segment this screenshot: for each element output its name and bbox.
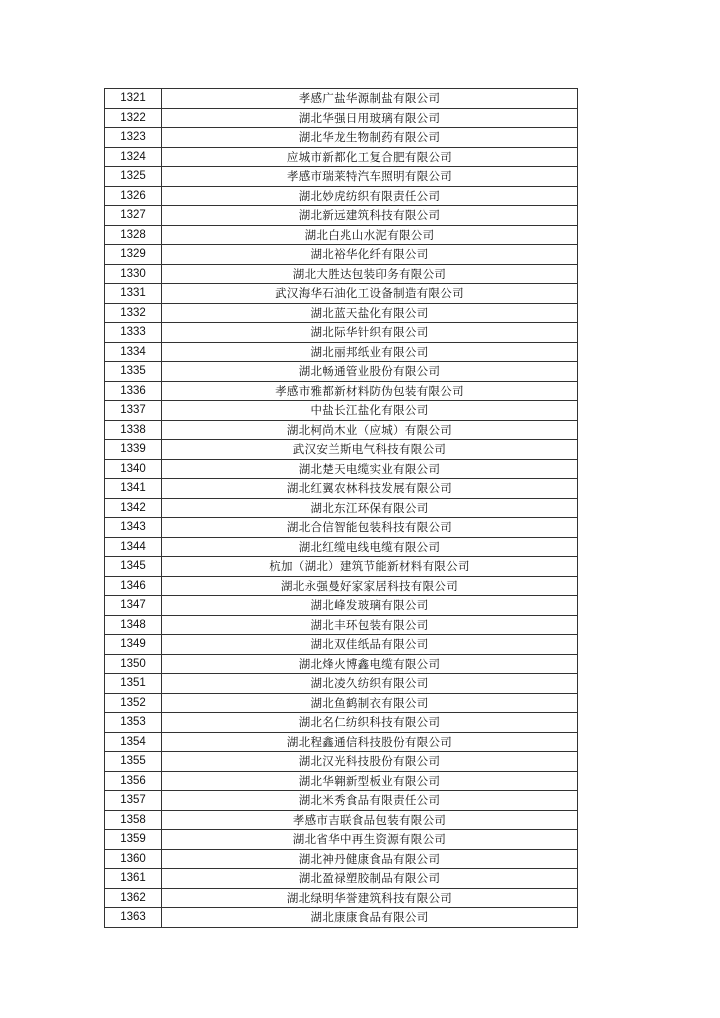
row-number-cell: 1340 — [105, 459, 162, 479]
company-name-cell: 湖北妙虎纺织有限责任公司 — [162, 186, 578, 206]
row-number-cell: 1347 — [105, 596, 162, 616]
company-name-cell: 湖北双佳纸品有限公司 — [162, 635, 578, 655]
table-row — [105, 459, 578, 479]
row-number-cell: 1325 — [105, 167, 162, 187]
table-row — [105, 791, 578, 811]
table-row — [105, 635, 578, 655]
row-number-cell: 1322 — [105, 108, 162, 128]
company-name-cell: 杭加（湖北）建筑节能新材料有限公司 — [162, 557, 578, 577]
table-row — [105, 128, 578, 148]
row-number-cell: 1352 — [105, 693, 162, 713]
company-name-cell: 孝感市吉联食品包装有限公司 — [162, 810, 578, 830]
row-number-cell: 1353 — [105, 713, 162, 733]
company-name-cell: 湖北丰环包装有限公司 — [162, 615, 578, 635]
company-name-cell: 湖北红翼农林科技发展有限公司 — [162, 479, 578, 499]
table-row — [105, 420, 578, 440]
table-row — [105, 752, 578, 772]
table-row — [105, 225, 578, 245]
company-name-cell: 湖北凌久纺织有限公司 — [162, 674, 578, 694]
company-name-cell: 湖北华翱新型板业有限公司 — [162, 771, 578, 791]
row-number-cell: 1351 — [105, 674, 162, 694]
company-name-cell: 湖北白兆山水泥有限公司 — [162, 225, 578, 245]
row-number-cell: 1337 — [105, 401, 162, 421]
table-row — [105, 869, 578, 889]
company-name-cell: 湖北合信智能包装科技有限公司 — [162, 518, 578, 538]
table-row — [105, 615, 578, 635]
row-number-cell: 1330 — [105, 264, 162, 284]
row-number-cell: 1359 — [105, 830, 162, 850]
table-row — [105, 303, 578, 323]
company-name-cell: 孝感广盐华源制盐有限公司 — [162, 89, 578, 109]
row-number-cell: 1328 — [105, 225, 162, 245]
table-row — [105, 147, 578, 167]
table-row — [105, 674, 578, 694]
company-name-cell: 湖北华强日用玻璃有限公司 — [162, 108, 578, 128]
row-number-cell: 1354 — [105, 732, 162, 752]
company-name-cell: 湖北康康食品有限公司 — [162, 908, 578, 928]
table-row — [105, 284, 578, 304]
company-name-cell: 湖北汉光科技股份有限公司 — [162, 752, 578, 772]
row-number-cell: 1344 — [105, 537, 162, 557]
row-number-cell: 1362 — [105, 888, 162, 908]
table-row — [105, 693, 578, 713]
company-name-cell: 湖北华龙生物制药有限公司 — [162, 128, 578, 148]
table-row — [105, 167, 578, 187]
company-name-cell: 湖北柯尚木业（应城）有限公司 — [162, 420, 578, 440]
table-row — [105, 108, 578, 128]
company-name-cell: 湖北畅通管业股份有限公司 — [162, 362, 578, 382]
row-number-cell: 1360 — [105, 849, 162, 869]
row-number-cell: 1350 — [105, 654, 162, 674]
company-name-cell: 湖北神丹健康食品有限公司 — [162, 849, 578, 869]
table-row — [105, 908, 578, 928]
table-row — [105, 323, 578, 343]
table-row — [105, 810, 578, 830]
table-row — [105, 830, 578, 850]
table-row — [105, 654, 578, 674]
row-number-cell: 1358 — [105, 810, 162, 830]
row-number-cell: 1342 — [105, 498, 162, 518]
row-number-cell: 1339 — [105, 440, 162, 460]
company-name-cell: 湖北程鑫通信科技股份有限公司 — [162, 732, 578, 752]
row-number-cell: 1324 — [105, 147, 162, 167]
company-name-cell: 湖北红缆电线电缆有限公司 — [162, 537, 578, 557]
company-name-cell: 湖北鱼鹤制衣有限公司 — [162, 693, 578, 713]
table-row — [105, 479, 578, 499]
company-name-cell: 湖北际华针织有限公司 — [162, 323, 578, 343]
company-name-cell: 湖北米秀食品有限责任公司 — [162, 791, 578, 811]
table-row — [105, 245, 578, 265]
table-row — [105, 732, 578, 752]
table-row — [105, 440, 578, 460]
row-number-cell: 1335 — [105, 362, 162, 382]
table-row — [105, 849, 578, 869]
company-name-cell: 湖北裕华化纤有限公司 — [162, 245, 578, 265]
table-row — [105, 498, 578, 518]
company-name-cell: 湖北永强曼好家家居科技有限公司 — [162, 576, 578, 596]
company-list-table — [104, 88, 578, 928]
row-number-cell: 1334 — [105, 342, 162, 362]
company-name-cell: 孝感市雅都新材料防伪包装有限公司 — [162, 381, 578, 401]
company-list-body — [105, 89, 578, 928]
row-number-cell: 1321 — [105, 89, 162, 109]
company-name-cell: 武汉安兰斯电气科技有限公司 — [162, 440, 578, 460]
table-row — [105, 771, 578, 791]
company-name-cell: 湖北名仁纺织科技有限公司 — [162, 713, 578, 733]
row-number-cell: 1327 — [105, 206, 162, 226]
table-row — [105, 362, 578, 382]
company-name-cell: 湖北东江环保有限公司 — [162, 498, 578, 518]
row-number-cell: 1338 — [105, 420, 162, 440]
company-name-cell: 湖北盈禄塑胶制品有限公司 — [162, 869, 578, 889]
row-number-cell: 1326 — [105, 186, 162, 206]
row-number-cell: 1348 — [105, 615, 162, 635]
row-number-cell: 1349 — [105, 635, 162, 655]
company-name-cell: 湖北峰发玻璃有限公司 — [162, 596, 578, 616]
row-number-cell: 1341 — [105, 479, 162, 499]
row-number-cell: 1331 — [105, 284, 162, 304]
table-row — [105, 89, 578, 109]
row-number-cell: 1336 — [105, 381, 162, 401]
table-row — [105, 342, 578, 362]
table-row — [105, 537, 578, 557]
row-number-cell: 1332 — [105, 303, 162, 323]
table-row — [105, 888, 578, 908]
company-name-cell: 湖北省华中再生资源有限公司 — [162, 830, 578, 850]
row-number-cell: 1355 — [105, 752, 162, 772]
company-name-cell: 应城市新都化工复合肥有限公司 — [162, 147, 578, 167]
row-number-cell: 1329 — [105, 245, 162, 265]
company-name-cell: 湖北丽邦纸业有限公司 — [162, 342, 578, 362]
table-row — [105, 518, 578, 538]
row-number-cell: 1345 — [105, 557, 162, 577]
company-name-cell: 中盐长江盐化有限公司 — [162, 401, 578, 421]
row-number-cell: 1361 — [105, 869, 162, 889]
table-row — [105, 713, 578, 733]
row-number-cell: 1323 — [105, 128, 162, 148]
table-row — [105, 381, 578, 401]
company-name-cell: 湖北绿明华誉建筑科技有限公司 — [162, 888, 578, 908]
row-number-cell: 1346 — [105, 576, 162, 596]
company-name-cell: 孝感市瑞莱特汽车照明有限公司 — [162, 167, 578, 187]
table-row — [105, 557, 578, 577]
row-number-cell: 1363 — [105, 908, 162, 928]
company-name-cell: 湖北大胜达包装印务有限公司 — [162, 264, 578, 284]
company-name-cell: 湖北新远建筑科技有限公司 — [162, 206, 578, 226]
company-name-cell: 湖北楚天电缆实业有限公司 — [162, 459, 578, 479]
company-name-cell: 湖北烽火博鑫电缆有限公司 — [162, 654, 578, 674]
row-number-cell: 1356 — [105, 771, 162, 791]
row-number-cell: 1343 — [105, 518, 162, 538]
table-row — [105, 206, 578, 226]
row-number-cell: 1333 — [105, 323, 162, 343]
table-row — [105, 401, 578, 421]
company-name-cell: 湖北蓝天盐化有限公司 — [162, 303, 578, 323]
table-row — [105, 264, 578, 284]
row-number-cell: 1357 — [105, 791, 162, 811]
table-row — [105, 576, 578, 596]
company-name-cell: 武汉海华石油化工设备制造有限公司 — [162, 284, 578, 304]
table-row — [105, 186, 578, 206]
table-row — [105, 596, 578, 616]
